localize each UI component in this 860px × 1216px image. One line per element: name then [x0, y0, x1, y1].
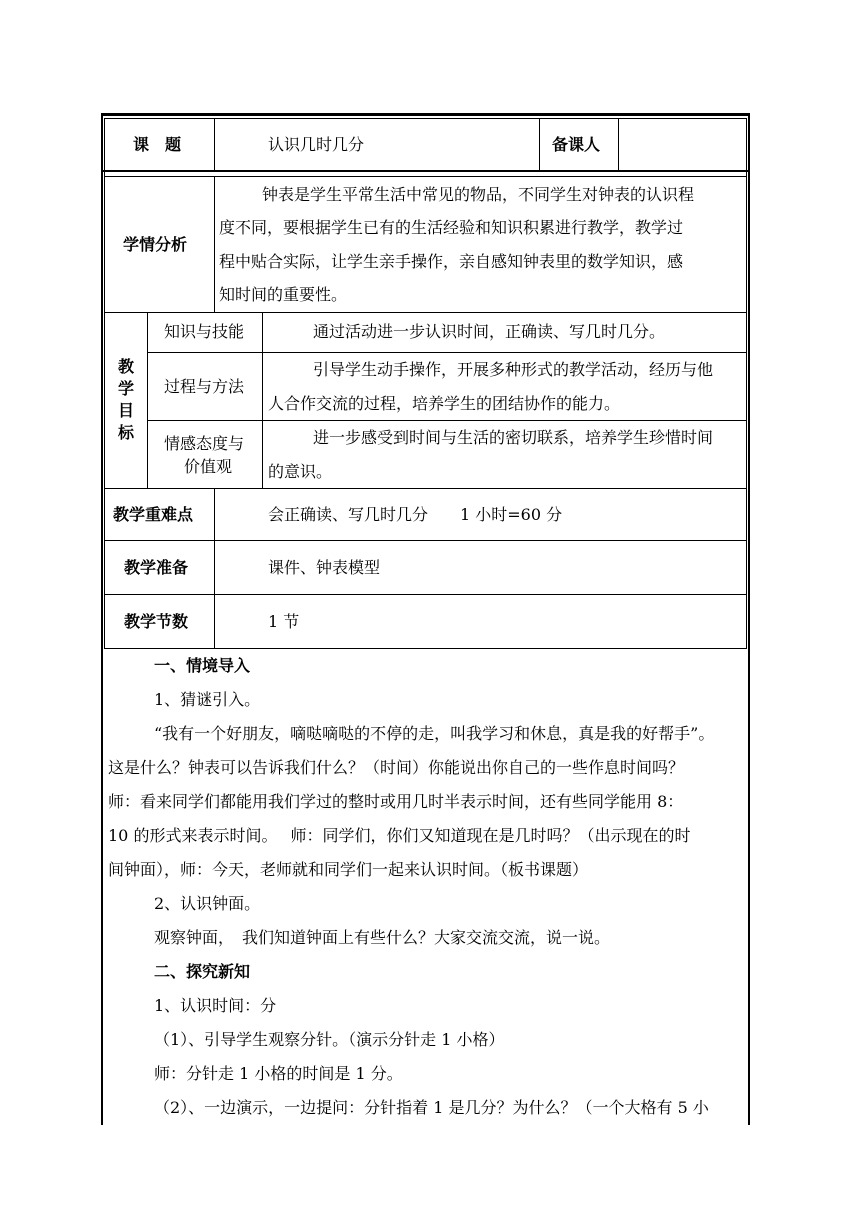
prep-bottom-rule	[104, 594, 747, 595]
section-2-minute-text: 师：分针走 1 小格的时间是 1 分。	[154, 1064, 403, 1083]
analysis-top-rule	[104, 176, 747, 177]
knowledge-text: 通过活动进一步认识时间，正确读、写几时几分。	[313, 322, 666, 341]
knowledge-label: 知识与技能	[164, 322, 245, 341]
inner-left-rule	[104, 118, 105, 648]
goals-bottom-rule	[104, 488, 747, 489]
analysis-bottom-rule	[104, 312, 747, 313]
keypoints-label: 教学重难点	[113, 505, 194, 524]
process-bottom-rule	[147, 420, 747, 421]
riddle-line-1: “我有一个好朋友，嘀哒嘀哒的不停的走，叫我学习和休息，真是我的好帮手”。	[154, 724, 715, 743]
process-label: 过程与方法	[164, 377, 245, 396]
process-line-2: 人合作交流的过程，培养学生的团结协作的能力。	[268, 394, 621, 413]
header-col-divider-1	[214, 118, 215, 171]
prep-value: 课件、钟表模型	[268, 558, 381, 577]
header-col-divider-2	[539, 118, 540, 171]
section-2-subitem-2: （2）、一边演示，一边提问：分针指着 1 是几分？为什么？（一个大格有 5 小	[154, 1098, 709, 1117]
goals-label-char: 学	[117, 379, 134, 398]
section-2-subitem-1: （1）、引导学生观察分针。（演示分针走 1 小格）	[154, 1030, 505, 1049]
topic-label: 课 题	[133, 135, 182, 154]
header-bottom-rule	[101, 170, 750, 172]
header-col-divider-3	[618, 118, 619, 171]
emotion-label-2: 价值观	[184, 457, 233, 476]
section-2-title: 二、探究新知	[154, 962, 251, 981]
inner-right-rule	[746, 118, 747, 648]
sessions-value: 1 节	[268, 612, 300, 631]
section-1-title: 一、情境导入	[154, 656, 251, 675]
section-2-item-1: 1、认识时间：分	[154, 996, 277, 1015]
analysis-col-divider	[214, 176, 215, 312]
observe-clock-text: 观察钟面， 我们知道钟面上有些什么？大家交流交流，说一说。	[154, 928, 611, 947]
emotion-label-1: 情感态度与	[164, 434, 245, 453]
goals-col-divider-2	[262, 312, 263, 488]
knowledge-bottom-rule	[147, 352, 747, 353]
keypoints-bottom-rule	[104, 540, 747, 541]
keypoints-value: 会正确读、写几时几分 1 小时=60 分	[268, 505, 563, 524]
goals-col-divider-1	[147, 312, 148, 488]
riddle-line-3: 师：看来同学们都能用我们学过的整时或用几时半表示时间，还有些同学能用 8：	[108, 792, 684, 811]
goals-label-char: 标	[117, 423, 134, 442]
analysis-line-3: 程中贴合实际，让学生亲手操作，亲自感知钟表里的数学知识，感	[219, 252, 684, 271]
sessions-bottom-rule	[104, 648, 747, 649]
prep-label: 教学准备	[124, 558, 189, 577]
lower-col-divider	[214, 488, 215, 648]
emotion-line-1: 进一步感受到时间与生活的密切联系，培养学生珍惜时间	[313, 428, 714, 447]
riddle-line-5: 间钟面），师：今天，老师就和同学们一起来认识时间。（板书课题）	[108, 860, 589, 879]
topic-value: 认识几时几分	[268, 135, 365, 154]
section-1-item-2: 2、认识钟面。	[154, 894, 261, 913]
section-1-item-1: 1、猜谜引入。	[154, 690, 261, 709]
analysis-line-1: 钟表是学生平常生活中常见的物品，不同学生对钟表的认识程	[262, 185, 695, 204]
emotion-line-2: 的意识。	[268, 462, 333, 481]
goals-label-char: 教	[117, 357, 134, 376]
goals-label-char: 目	[117, 401, 134, 420]
sessions-label: 教学节数	[124, 612, 189, 631]
analysis-line-2: 度不同，要根据学生已有的生活经验和知识积累进行教学，教学过	[219, 218, 684, 237]
goals-label	[116, 356, 136, 444]
header-inner-top-rule	[104, 118, 747, 119]
riddle-line-2: 这是什么？钟表可以告诉我们什么？（时间）你能说出你自己的一些作息时间吗？	[108, 758, 685, 777]
analysis-label: 学情分析	[123, 235, 188, 254]
analysis-line-4: 知时间的重要性。	[219, 285, 348, 304]
riddle-line-4: 10 的形式来表示时间。 师：同学们，你们又知道现在是几时吗？（出示现在的时	[108, 826, 691, 845]
process-line-1: 引导学生动手操作，开展多种形式的教学活动，经历与他	[313, 360, 714, 379]
preparer-label: 备课人	[552, 135, 601, 154]
